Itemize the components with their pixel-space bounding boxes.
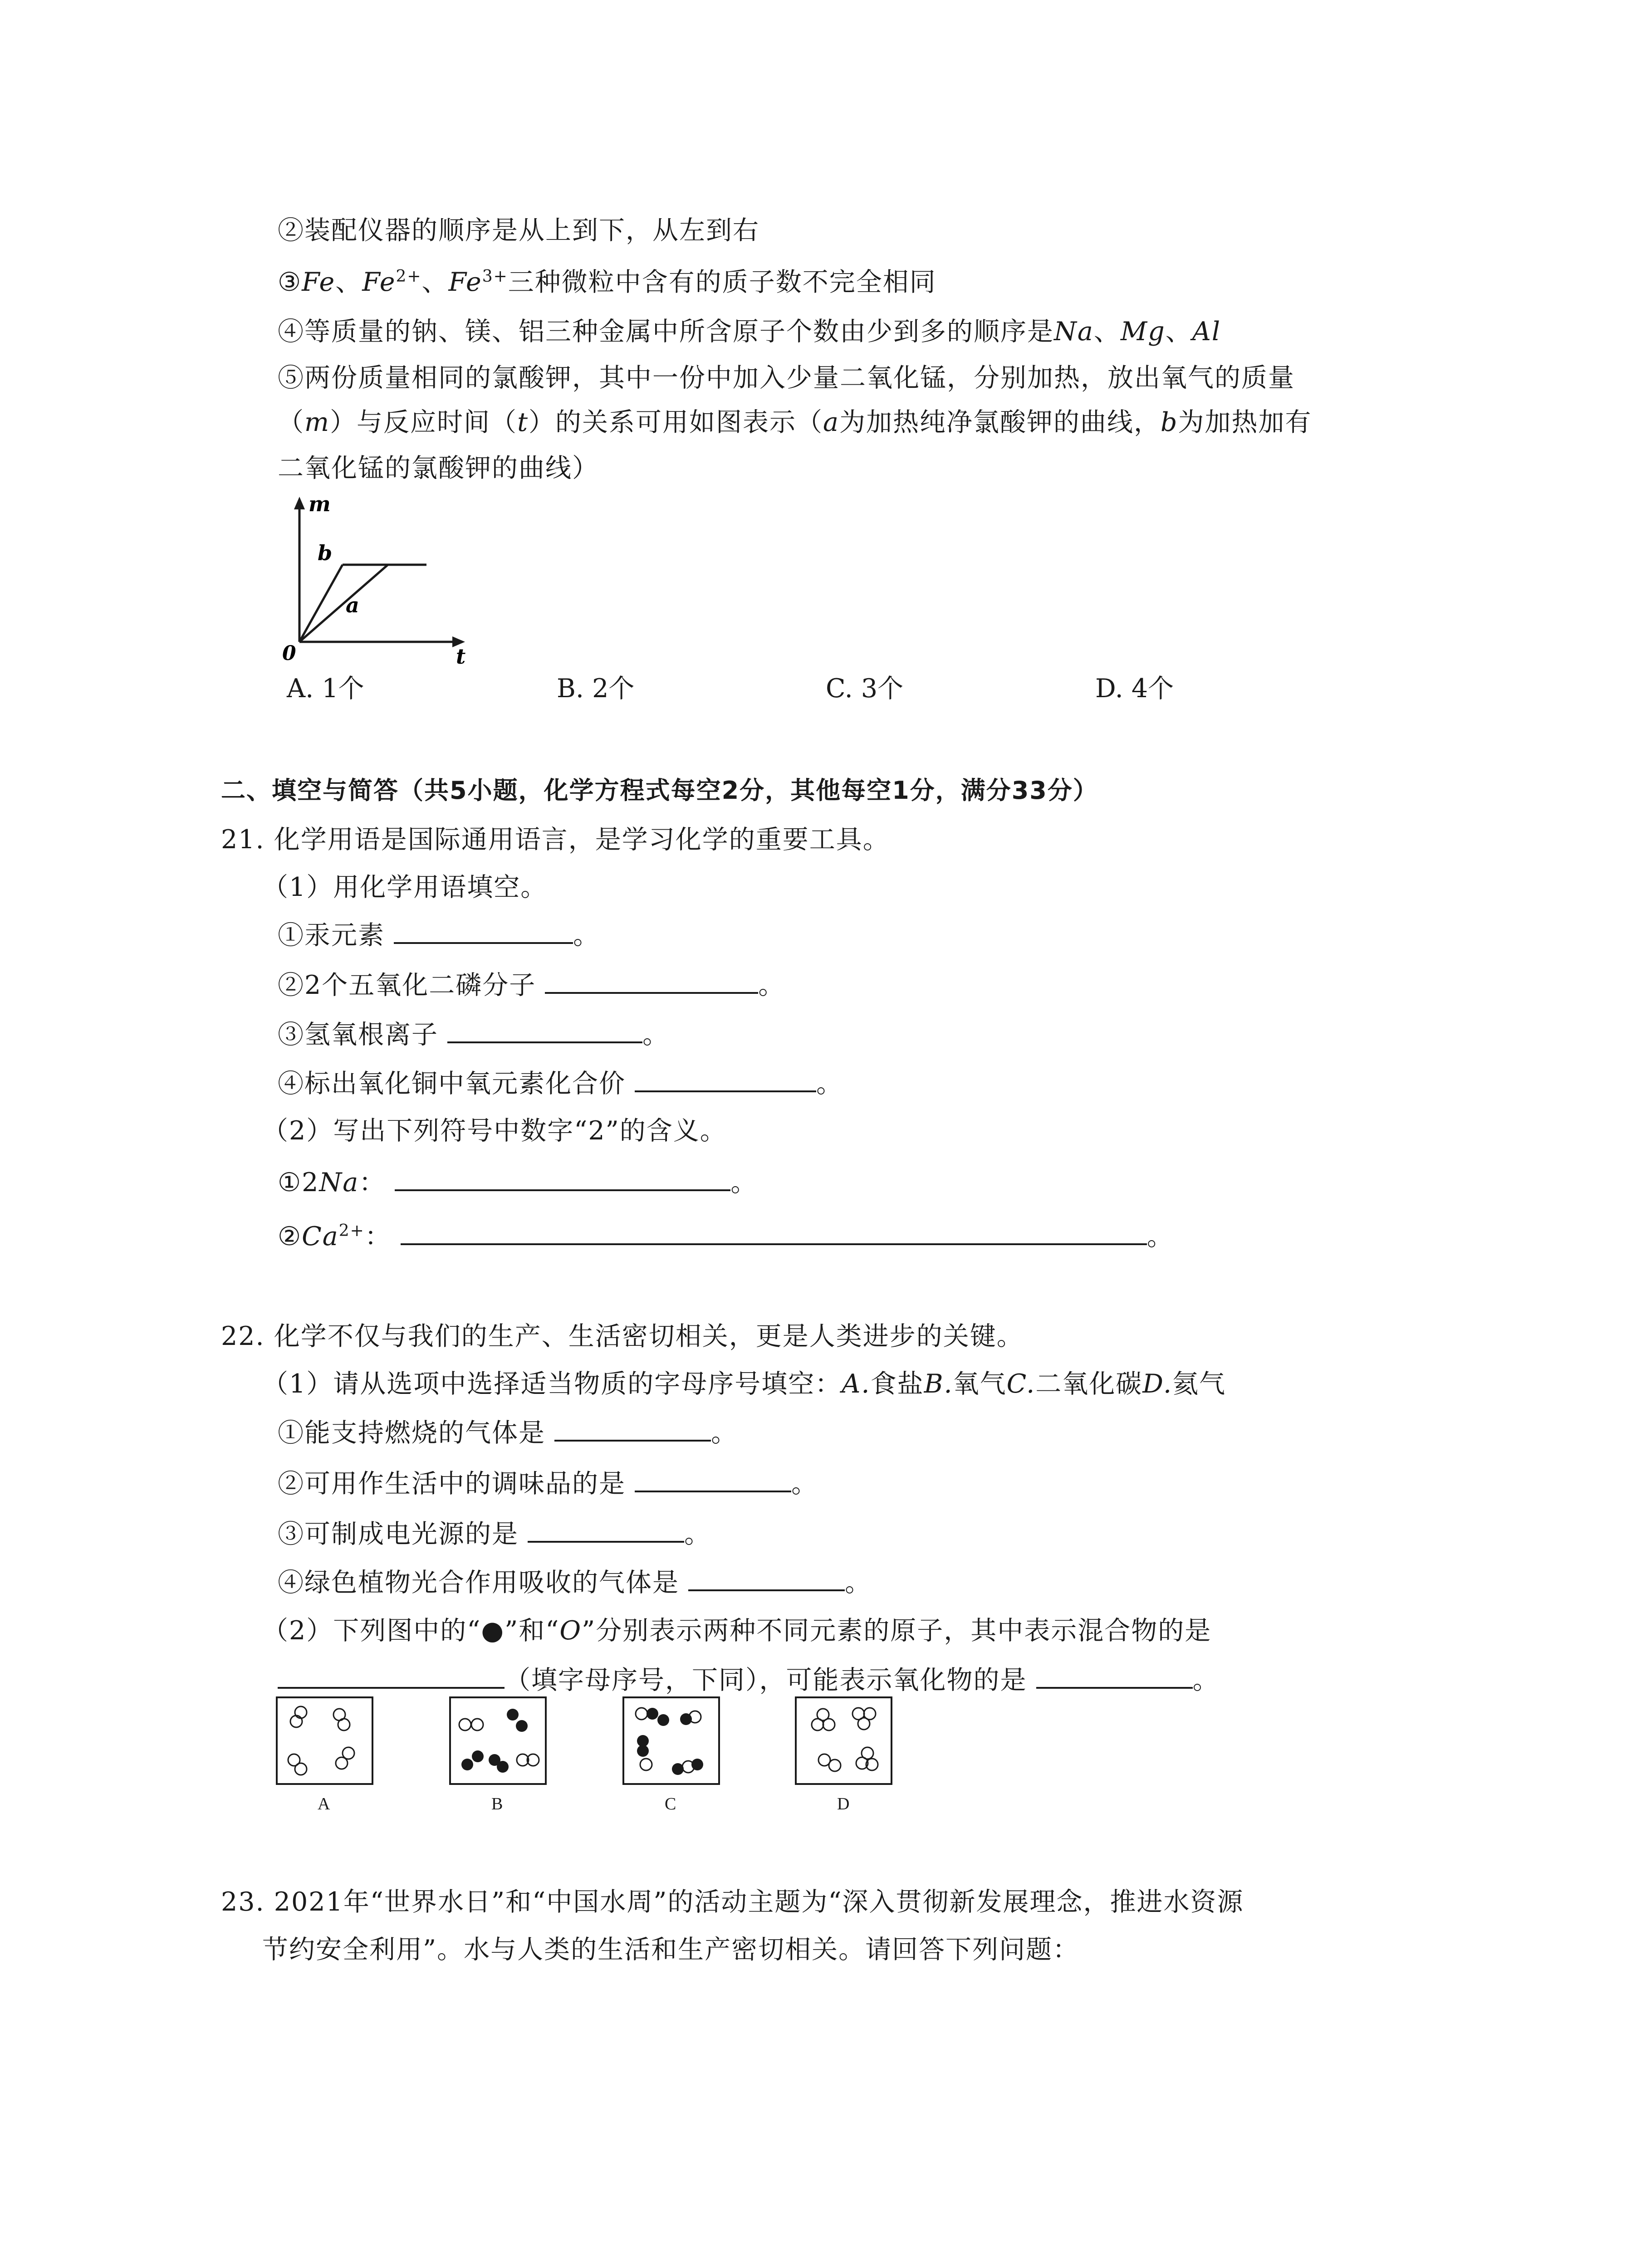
q20-statement-4: ④等质量的钠、镁、铝三种金属中所含原子个数由少到多的顺序是Na、Mg、Al xyxy=(278,317,1221,347)
q22-part2-line2: （填字母序号，下同），可能表示氧化物的是 。 xyxy=(278,1667,1220,1693)
molecule-box-c xyxy=(622,1696,720,1785)
graph-curve-a-label: a xyxy=(346,593,359,617)
oxygen-mass-time-graph xyxy=(272,492,481,674)
q20-statement-5-line3: 二氧化锰的氯酸钾的曲线） xyxy=(278,453,599,483)
q22-blank3[interactable] xyxy=(528,1521,684,1543)
q22-item1: ①能支持燃烧的气体是 。 xyxy=(278,1418,738,1448)
graph-origin-label: 0 xyxy=(282,642,296,665)
q22-item4: ④绿色植物光合作用吸收的气体是 。 xyxy=(278,1568,872,1598)
molecule-box-c-label: C xyxy=(665,1794,676,1813)
q22-blank5[interactable] xyxy=(278,1667,505,1689)
molecule-box-b-label: B xyxy=(491,1794,503,1813)
section-2-title: 二、填空与简答（共5小题，化学方程式每空2分，其他每空1分，满分33分） xyxy=(221,776,1098,805)
q21-part2: （2）写出下列符号中数字“2”的含义。 xyxy=(262,1116,727,1146)
q22-part1: （1）请从选项中选择适当物质的字母序号填空：A.食盐B.氧气C.二氧化碳D.氦气 xyxy=(262,1369,1226,1399)
q22-blank4[interactable] xyxy=(688,1569,845,1591)
q21-blank1[interactable] xyxy=(394,922,573,944)
q22-stem: 22. 化学不仅与我们的生产、生活密切相关，更是人类进步的关键。 xyxy=(221,1321,1024,1351)
q21-item2: ②2个五氧化二磷分子 。 xyxy=(278,970,785,1000)
q21-item4: ④标出氧化铜中氧元素化合价 。 xyxy=(278,1069,843,1099)
q20-statement-5-line2: （m）与反应时间（t）的关系可用如图表示（a为加热纯净氯酸钾的曲线，b为加热加有 xyxy=(278,407,1312,437)
graph-y-label: m xyxy=(309,492,331,516)
q21-stem: 21. 化学用语是国际通用语言，是学习化学的重要工具。 xyxy=(221,825,890,855)
q21-symbol-ca2: $②Ca^{2+}$： 。 xyxy=(278,1222,1174,1251)
q20-statement-2: ②装配仪器的顺序是从上到下，从左到右 xyxy=(278,215,759,245)
q21-blank6[interactable] xyxy=(401,1223,1147,1245)
q21-blank3[interactable] xyxy=(447,1022,642,1043)
q21-blank5[interactable] xyxy=(395,1169,730,1191)
q23-stem-line1: 23. 2021年“世界水日”和“中国水周”的活动主题为“深入贯彻新发展理念，推进水资源 xyxy=(221,1887,1244,1917)
molecule-box-d-label: D xyxy=(837,1794,850,1813)
q21-symbol-2na: ①2Na： 。 xyxy=(278,1168,758,1198)
q20-option-c[interactable]: C. 3个 xyxy=(826,674,904,704)
q22-blank1[interactable] xyxy=(554,1420,711,1442)
molecule-box-b xyxy=(449,1696,547,1785)
q20-option-d[interactable]: D. 4个 xyxy=(1095,674,1174,704)
q21-part1: （1）用化学用语填空。 xyxy=(262,872,548,902)
molecule-box-a xyxy=(276,1696,373,1785)
q20-statement-3: ③Fe、$Fe^{2+}$、$Fe^{3+}$三种微粒中含有的质子数不完全相同 xyxy=(278,267,936,297)
q22-part2-line1: （2）下列图中的“●”和“O”分别表示两种不同元素的原子，其中表示混合物的是 xyxy=(262,1616,1212,1646)
q21-item1: ①汞元素 。 xyxy=(278,920,600,950)
q23-stem-line2: 节约安全利用”。水与人类的生活和生产密切相关。请回答下列问题： xyxy=(262,1935,1080,1965)
q22-item2: ②可用作生活中的调味品的是 。 xyxy=(278,1469,818,1499)
q20-option-b[interactable]: B. 2个 xyxy=(557,674,635,704)
molecule-box-d xyxy=(795,1696,892,1785)
q22-blank2[interactable] xyxy=(635,1471,791,1492)
q21-item3: ③氢氧根离子 。 xyxy=(278,1020,670,1050)
q21-blank2[interactable] xyxy=(545,972,758,994)
q21-blank4[interactable] xyxy=(635,1070,816,1092)
q20-statement-5-line1: ⑤两份质量相同的氯酸钾，其中一份中加入少量二氧化锰，分别加热，放出氧气的质量 xyxy=(278,363,1295,393)
graph-x-label: t xyxy=(456,644,466,669)
molecule-box-a-label: A xyxy=(318,1794,330,1813)
q22-blank6[interactable] xyxy=(1036,1667,1193,1689)
graph-curve-b-label: b xyxy=(318,541,333,565)
q20-option-a[interactable]: A. 1个 xyxy=(287,674,364,704)
q22-item3: ③可制成电光源的是 。 xyxy=(278,1519,711,1549)
